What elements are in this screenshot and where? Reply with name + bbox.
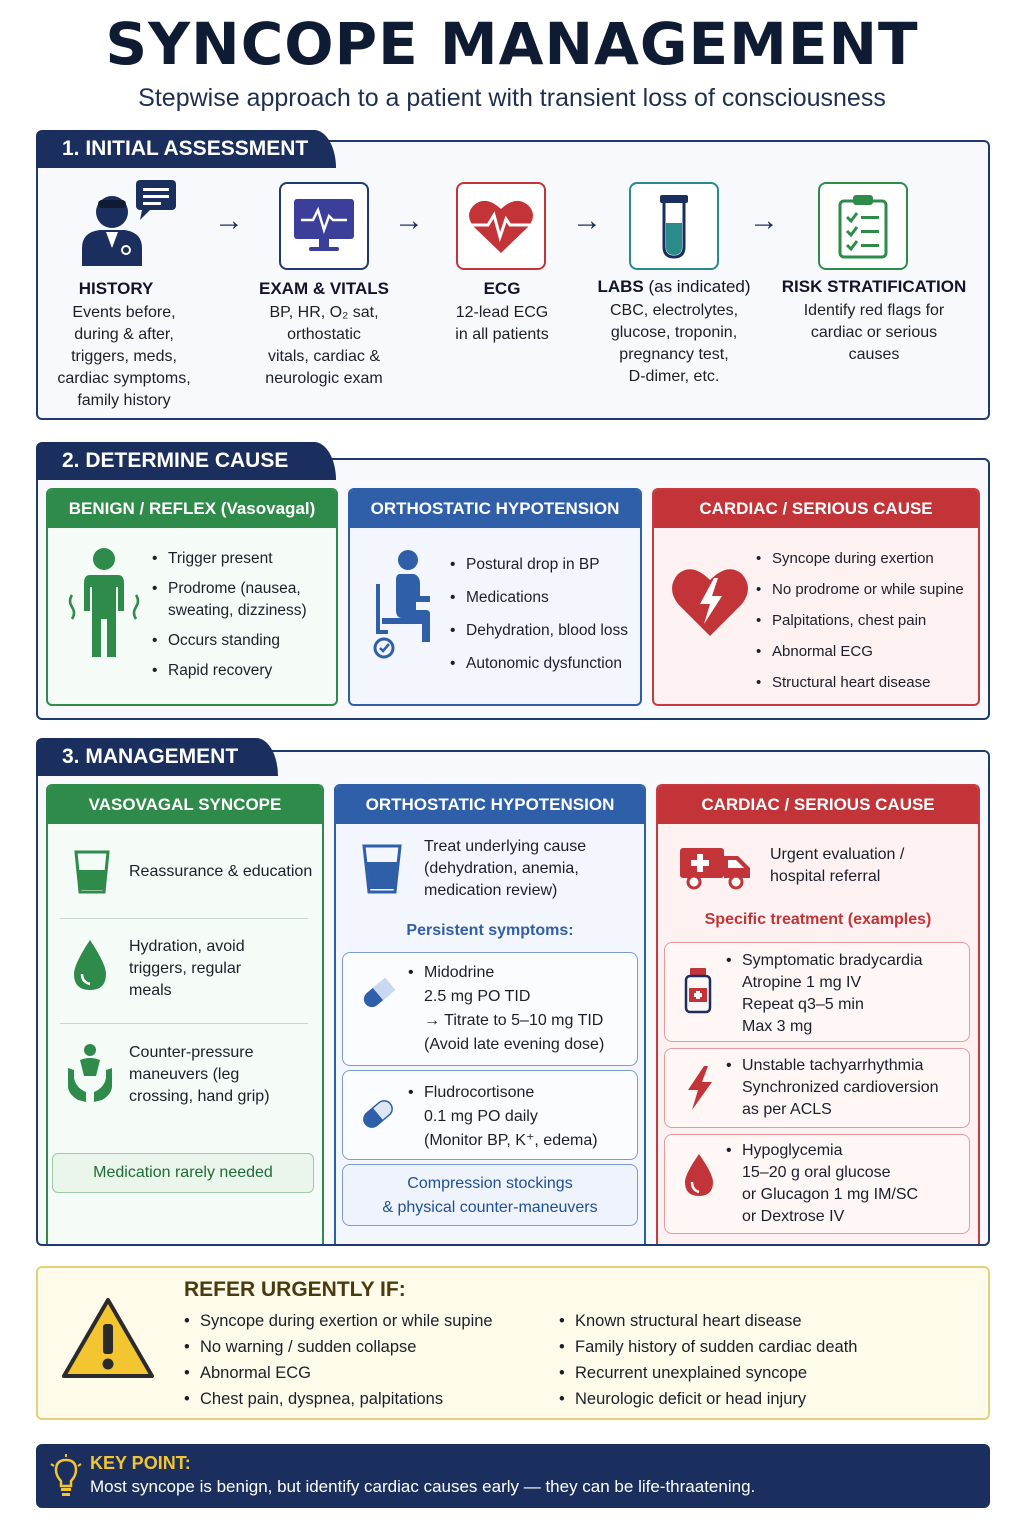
list-item: • Syncope during exertion xyxy=(754,548,980,570)
list-item: • No warning / sudden collapse xyxy=(182,1334,552,1360)
water-glass-icon xyxy=(72,848,112,896)
clipboard-checklist-icon xyxy=(818,182,908,270)
step-history-text: Events before, during & after, triggers, meds, cardiac symptoms, family history xyxy=(57,304,191,409)
step-history-title: HISTORY xyxy=(78,279,154,298)
monitor-icon xyxy=(279,182,369,270)
list-item: • Neurologic deficit or head injury xyxy=(557,1386,977,1412)
orthostatic-management-title: ORTHOSTATIC HYPOTENSION xyxy=(336,786,644,824)
seated-person-icon xyxy=(368,548,440,660)
pill-icon xyxy=(358,974,398,1014)
refer-left-list xyxy=(182,1308,552,1412)
blood-drop-icon xyxy=(682,1152,716,1200)
list-item: • Syncope during exertion or while supine xyxy=(182,1308,552,1334)
step-labs-title: LABS (as indicated) xyxy=(597,277,751,296)
capsule-icon xyxy=(358,1094,398,1134)
cardiac-cause-title: CARDIAC / SERIOUS CAUSE xyxy=(654,490,978,528)
list-item: • Medications xyxy=(448,587,644,609)
orthostatic-cause-list xyxy=(448,554,644,675)
refer-urgently-heading: REFER URGENTLY IF: xyxy=(184,1278,406,1301)
tachyarrhythmia-text: • Unstable tachyarrhythmia Synchronized cardioversion as per ACLS xyxy=(726,1057,939,1118)
test-tube-icon xyxy=(629,182,719,270)
list-item: • Abnormal ECG xyxy=(754,641,980,663)
heart-ecg-icon xyxy=(456,182,546,270)
benign-reflex-list xyxy=(150,548,330,682)
compression-stockings-text: Compression stockings & physical counter-maneuvers xyxy=(382,1175,598,1216)
step-exam-text: BP, HR, O₂ sat, orthostatic vitals, cardiac & neurologic exam xyxy=(265,304,383,387)
initial-assessment-heading: 1. INITIAL ASSESSMENT xyxy=(36,130,336,168)
water-glass-icon xyxy=(360,842,404,896)
list-item: • Abnormal ECG xyxy=(182,1360,552,1386)
list-item: • Structural heart disease xyxy=(754,672,980,694)
specific-treatment-label: Specific treatment (examples) xyxy=(704,911,932,928)
page-subtitle: Stepwise approach to a patient with transient loss of consciousness xyxy=(138,84,886,112)
vasovagal-item-3: Counter-pressure maneuvers (leg crossing, hand grip) xyxy=(129,1044,270,1105)
list-item: • Autonomic dysfunction xyxy=(448,653,644,675)
orthostatic-cause-title: ORTHOSTATIC HYPOTENSION xyxy=(350,490,640,528)
dizzy-person-icon xyxy=(64,545,144,661)
benign-reflex-title: BENIGN / REFLEX (Vasovagal) xyxy=(48,490,336,528)
flow-arrow: → xyxy=(214,204,244,237)
lightbulb-icon xyxy=(48,1454,84,1498)
list-item: • Rapid recovery xyxy=(150,660,330,682)
list-item: • Trigger present xyxy=(150,548,330,570)
list-item: • Dehydration, blood loss xyxy=(448,620,644,642)
warning-icon xyxy=(60,1296,156,1380)
vasovagal-item-2: Hydration, avoid triggers, regular meals xyxy=(129,938,245,999)
determine-cause-heading: 2. DETERMINE CAUSE xyxy=(36,442,336,480)
urgent-evaluation-text: Urgent evaluation / hospital referral xyxy=(770,846,905,885)
step-ecg-text: 12-lead ECG in all patients xyxy=(455,304,549,343)
flow-arrow: → xyxy=(749,204,779,237)
cardiac-cause-list xyxy=(754,548,980,694)
doctor-speech-icon xyxy=(76,178,180,268)
vasovagal-title: VASOVAGAL SYNCOPE xyxy=(48,786,322,824)
vial-icon xyxy=(682,966,714,1014)
divider xyxy=(60,918,308,919)
key-point-text: Most syncope is benign, but identify cardiac causes early — they can be life-thraatening. xyxy=(90,1477,756,1496)
list-item: • No prodrome or while supine xyxy=(754,579,980,601)
hands-person-icon xyxy=(64,1042,116,1104)
fludrocortisone-text: • Fludrocortisone 0.1 mg PO daily (Monitor BP, K⁺, edema) xyxy=(408,1084,598,1149)
ambulance-icon xyxy=(678,842,752,890)
management-heading: 3. MANAGEMENT xyxy=(36,738,278,776)
step-exam-title: EXAM & VITALS xyxy=(258,279,390,298)
midodrine-text: • Midodrine 2.5 mg PO TID → Titrate to 5–10 mg TID (Avoid late evening dose) xyxy=(408,964,605,1053)
list-item: • Recurrent unexplained syncope xyxy=(557,1360,977,1386)
medication-rarely-needed-note: Medication rarely needed xyxy=(52,1153,314,1193)
persistent-symptoms-label: Persistent symptoms: xyxy=(406,922,574,939)
list-item: • Family history of sudden cardiac death xyxy=(557,1334,977,1360)
flow-arrow: → xyxy=(394,204,424,237)
heart-bolt-icon xyxy=(670,564,750,638)
refer-right-list xyxy=(557,1308,977,1412)
hypoglycemia-text: • Hypoglycemia 15–20 g oral glucose or Glucagon 1 mg IM/SC or Dextrose IV xyxy=(726,1142,919,1225)
orthostatic-intro: Treat underlying cause (dehydration, anemia, medication review) xyxy=(424,838,587,899)
list-item: • Occurs standing xyxy=(150,630,330,652)
list-item: • Palpitations, chest pain xyxy=(754,610,980,632)
step-labs-text: CBC, electrolytes, glucose, troponin, pregnancy test, D-dimer, etc. xyxy=(609,302,739,385)
lightning-icon xyxy=(684,1064,716,1112)
step-risk-text: Identify red flags for cardiac or serious causes xyxy=(803,302,945,363)
divider xyxy=(60,1023,308,1024)
bradycardia-text: • Symptomatic bradycardia Atropine 1 mg IV Repeat q3–5 min Max 3 mg xyxy=(726,952,923,1035)
step-ecg-title: ECG xyxy=(483,279,521,298)
list-item: • Postural drop in BP xyxy=(448,554,644,576)
step-risk-title: RISK STRATIFICATION xyxy=(781,277,967,296)
key-point-label: KEY POINT: xyxy=(90,1453,191,1473)
flow-arrow: → xyxy=(572,204,602,237)
water-drop-icon xyxy=(70,938,110,994)
list-item: • Chest pain, dyspnea, palpitations xyxy=(182,1386,552,1412)
page-title: SYNCOPE MANAGEMENT xyxy=(105,10,919,78)
cardiac-management-title: CARDIAC / SERIOUS CAUSE xyxy=(658,786,978,824)
list-item: • Prodrome (nausea, sweating, dizziness) xyxy=(150,578,330,622)
vasovagal-item-1: Reassurance & education xyxy=(129,863,313,880)
list-item: • Known structural heart disease xyxy=(557,1308,977,1334)
